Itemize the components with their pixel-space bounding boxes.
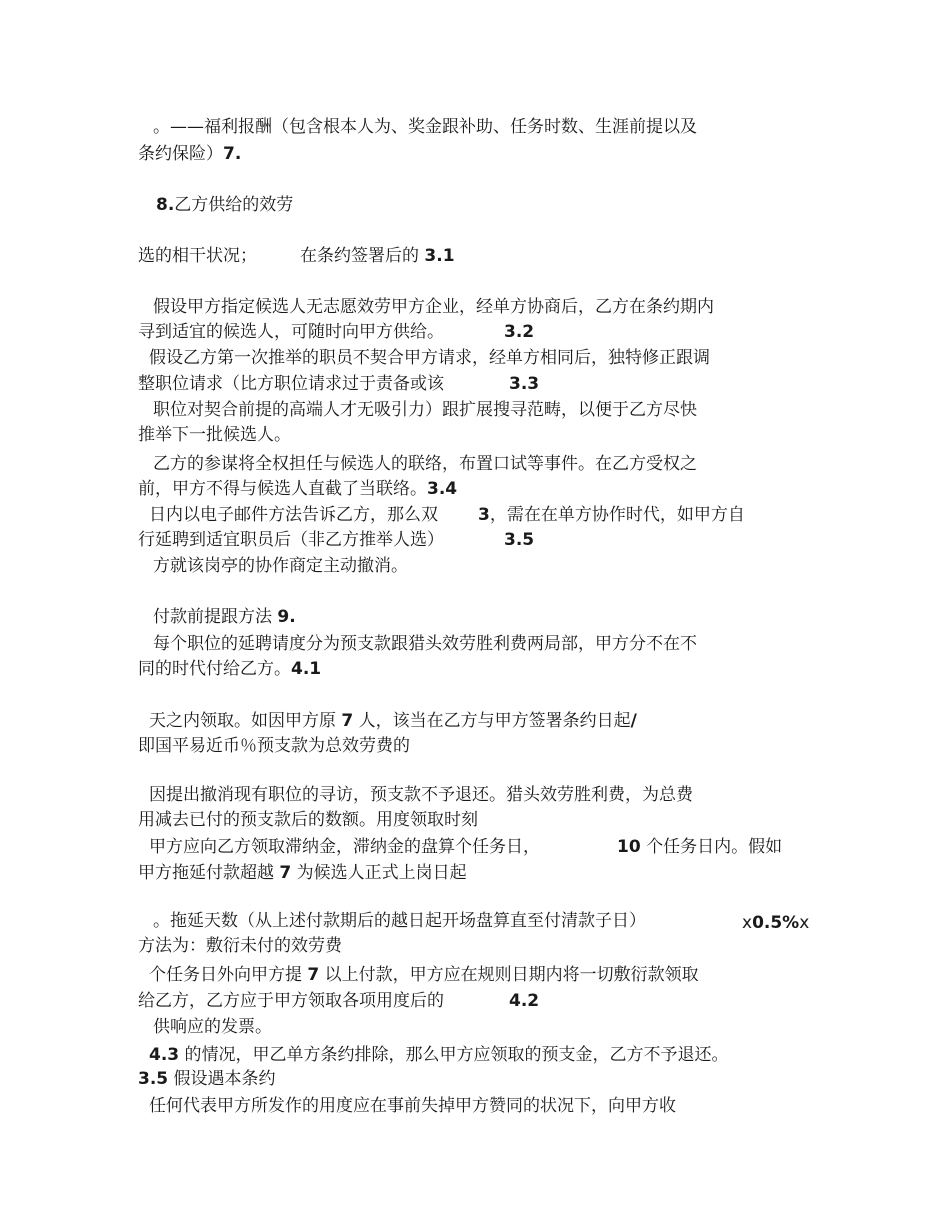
- text-segment: 的情况，甲乙单方条约排除，那么甲方应领取的预支金，乙方不予退还。: [179, 1045, 729, 1065]
- text-segment: 9.: [277, 607, 296, 627]
- text-segment: 假设甲方指定候选人无志愿效劳甲方企业，经单方协商后，乙方在条约期内: [153, 297, 714, 317]
- text-segment: 行延聘到适宜职员后（非乙方推举人选）: [138, 530, 444, 550]
- text-segment: 方法为：敷衍未付的效劳费: [138, 936, 342, 956]
- text-line: [504, 529, 534, 551]
- text-line: [742, 912, 809, 934]
- text-line: [138, 1068, 276, 1090]
- text-line: [153, 1016, 272, 1038]
- text-line: [138, 143, 241, 165]
- text-segment: 推举下一批候选人。: [138, 425, 291, 445]
- text-segment: 寻到适宜的候选人，可随时向甲方供给。: [138, 322, 444, 342]
- text-line: [153, 116, 697, 138]
- text-segment: 以上付款，甲方应在规则日期内将一切敷衍款领取: [319, 965, 699, 985]
- text-line: [153, 453, 697, 475]
- text-line: [149, 964, 699, 986]
- text-segment: 假设乙方第一次推举的职员不契合甲方请求，经单方相同后，独特修正跟调: [149, 348, 710, 368]
- text-line: [509, 373, 539, 395]
- text-segment: 3.5: [504, 530, 535, 550]
- text-line: [138, 990, 444, 1012]
- text-segment: 前，甲方不得与候选人直截了当联络。: [138, 479, 427, 499]
- text-segment: 方就该岗亭的协作商定主动撤消。: [153, 556, 408, 576]
- text-line: [149, 784, 693, 806]
- text-line: [149, 710, 637, 732]
- text-segment: 3.3: [509, 374, 540, 394]
- text-segment: 7.: [223, 144, 242, 164]
- text-segment: 7: [341, 711, 354, 731]
- text-segment: 7: [307, 965, 320, 985]
- text-segment: 在条约签署后的: [300, 246, 425, 266]
- text-segment: 10: [617, 837, 641, 857]
- text-line: [153, 399, 697, 421]
- text-segment: 3: [478, 505, 490, 525]
- text-segment: 人，该当在乙方与甲方签署条约日起: [353, 711, 631, 731]
- text-line: [138, 529, 444, 551]
- text-segment: 。——福利报酬（包含根本人为、奖金跟补助、任务时数、生涯前提以及: [153, 117, 697, 137]
- text-segment: 甲方应向乙方领取滞纳金，滞纳金的盘算个任务日，: [149, 837, 540, 857]
- text-line: [138, 658, 321, 680]
- text-segment: 乙方供给的效劳: [174, 195, 294, 215]
- text-segment: 即国平易近币％预支款为总效劳费的: [138, 736, 410, 756]
- text-line: [149, 1095, 676, 1117]
- text-line: [478, 504, 745, 526]
- text-line: [156, 194, 293, 216]
- text-line: [149, 836, 540, 858]
- text-segment: 。拖延天数（从上述付款期后的越日起开场盘算直至付清款子日）: [153, 911, 646, 931]
- text-line: [153, 296, 714, 318]
- text-segment: 0.5%: [752, 913, 800, 933]
- text-segment: 选的相干状况；: [138, 246, 257, 266]
- text-segment: 3.2: [504, 322, 535, 342]
- text-line: [153, 555, 408, 577]
- text-segment: 天之内领取。如因甲方原: [149, 711, 342, 731]
- text-line: [149, 504, 438, 526]
- text-segment: 3.5: [138, 1069, 169, 1089]
- text-segment: 假设遇本条约: [168, 1069, 276, 1089]
- text-segment: 用减去已付的预支款后的数额。用度领取时刻: [138, 810, 478, 830]
- text-segment: 个任务日外向甲方提: [149, 965, 308, 985]
- text-segment: 条约保险）: [138, 144, 223, 164]
- text-segment: 同的时代付给乙方。: [138, 659, 291, 679]
- text-line: [138, 862, 467, 884]
- text-line: [300, 245, 455, 267]
- text-line: [138, 809, 478, 831]
- text-segment: 乙方的参谋将全权担任与候选人的联络，布置口试等事件。在乙方受权之: [153, 454, 697, 474]
- text-segment: 4.3: [149, 1045, 180, 1065]
- text-segment: 个任务日内。假如: [640, 837, 783, 857]
- text-line: [153, 910, 646, 932]
- text-segment: 任何代表甲方所发作的用度应在事前失掉甲方赞同的状况下，向甲方收: [149, 1096, 676, 1116]
- text-segment: 整职位请求（比方职位请求过于责备或该: [138, 374, 444, 394]
- text-line: [138, 735, 410, 757]
- text-line: [138, 935, 342, 957]
- text-segment: 4.2: [509, 991, 540, 1011]
- text-segment: 甲方拖延付款超越: [138, 863, 280, 883]
- text-segment: 每个职位的延聘请度分为预支款跟猎头效劳胜利费两局部，甲方分不在不: [153, 634, 697, 654]
- text-line: [138, 321, 444, 343]
- text-segment: 因提出撤消现有职位的寻访，预支款不予退还。猎头效劳胜利费，为总费: [149, 785, 693, 805]
- text-line: [509, 990, 539, 1012]
- text-segment: 8.: [156, 195, 175, 215]
- text-segment: x: [742, 913, 753, 933]
- text-line: [138, 478, 457, 500]
- text-segment: 给乙方，乙方应于甲方领取各项用度后的: [138, 991, 444, 1011]
- text-segment: 7: [279, 863, 292, 883]
- text-line: [153, 633, 697, 655]
- text-segment: 为候选人正式上岗日起: [291, 863, 467, 883]
- text-segment: 日内以电子邮件方法告诉乙方，那么双: [149, 505, 438, 525]
- text-line: [504, 321, 534, 343]
- text-line: [153, 606, 296, 628]
- text-line: [149, 1044, 729, 1066]
- text-segment: 付款前提跟方法: [153, 607, 278, 627]
- text-segment: ，需在在单方协作时代，如甲方自: [489, 505, 745, 525]
- text-line: [138, 245, 257, 267]
- text-segment: 职位对契合前提的高端人才无吸引力）跟扩展搜寻范畴，以便于乙方尽快: [153, 400, 697, 420]
- text-segment: 3.1: [424, 246, 455, 266]
- text-line: [149, 347, 710, 369]
- text-segment: /: [630, 711, 637, 731]
- text-segment: x: [799, 913, 810, 933]
- text-line: [138, 424, 291, 446]
- text-segment: 4.1: [291, 659, 322, 679]
- text-line: [617, 836, 782, 858]
- text-segment: 3.4: [427, 479, 458, 499]
- text-line: [138, 373, 444, 395]
- text-segment: 供响应的发票。: [153, 1017, 272, 1037]
